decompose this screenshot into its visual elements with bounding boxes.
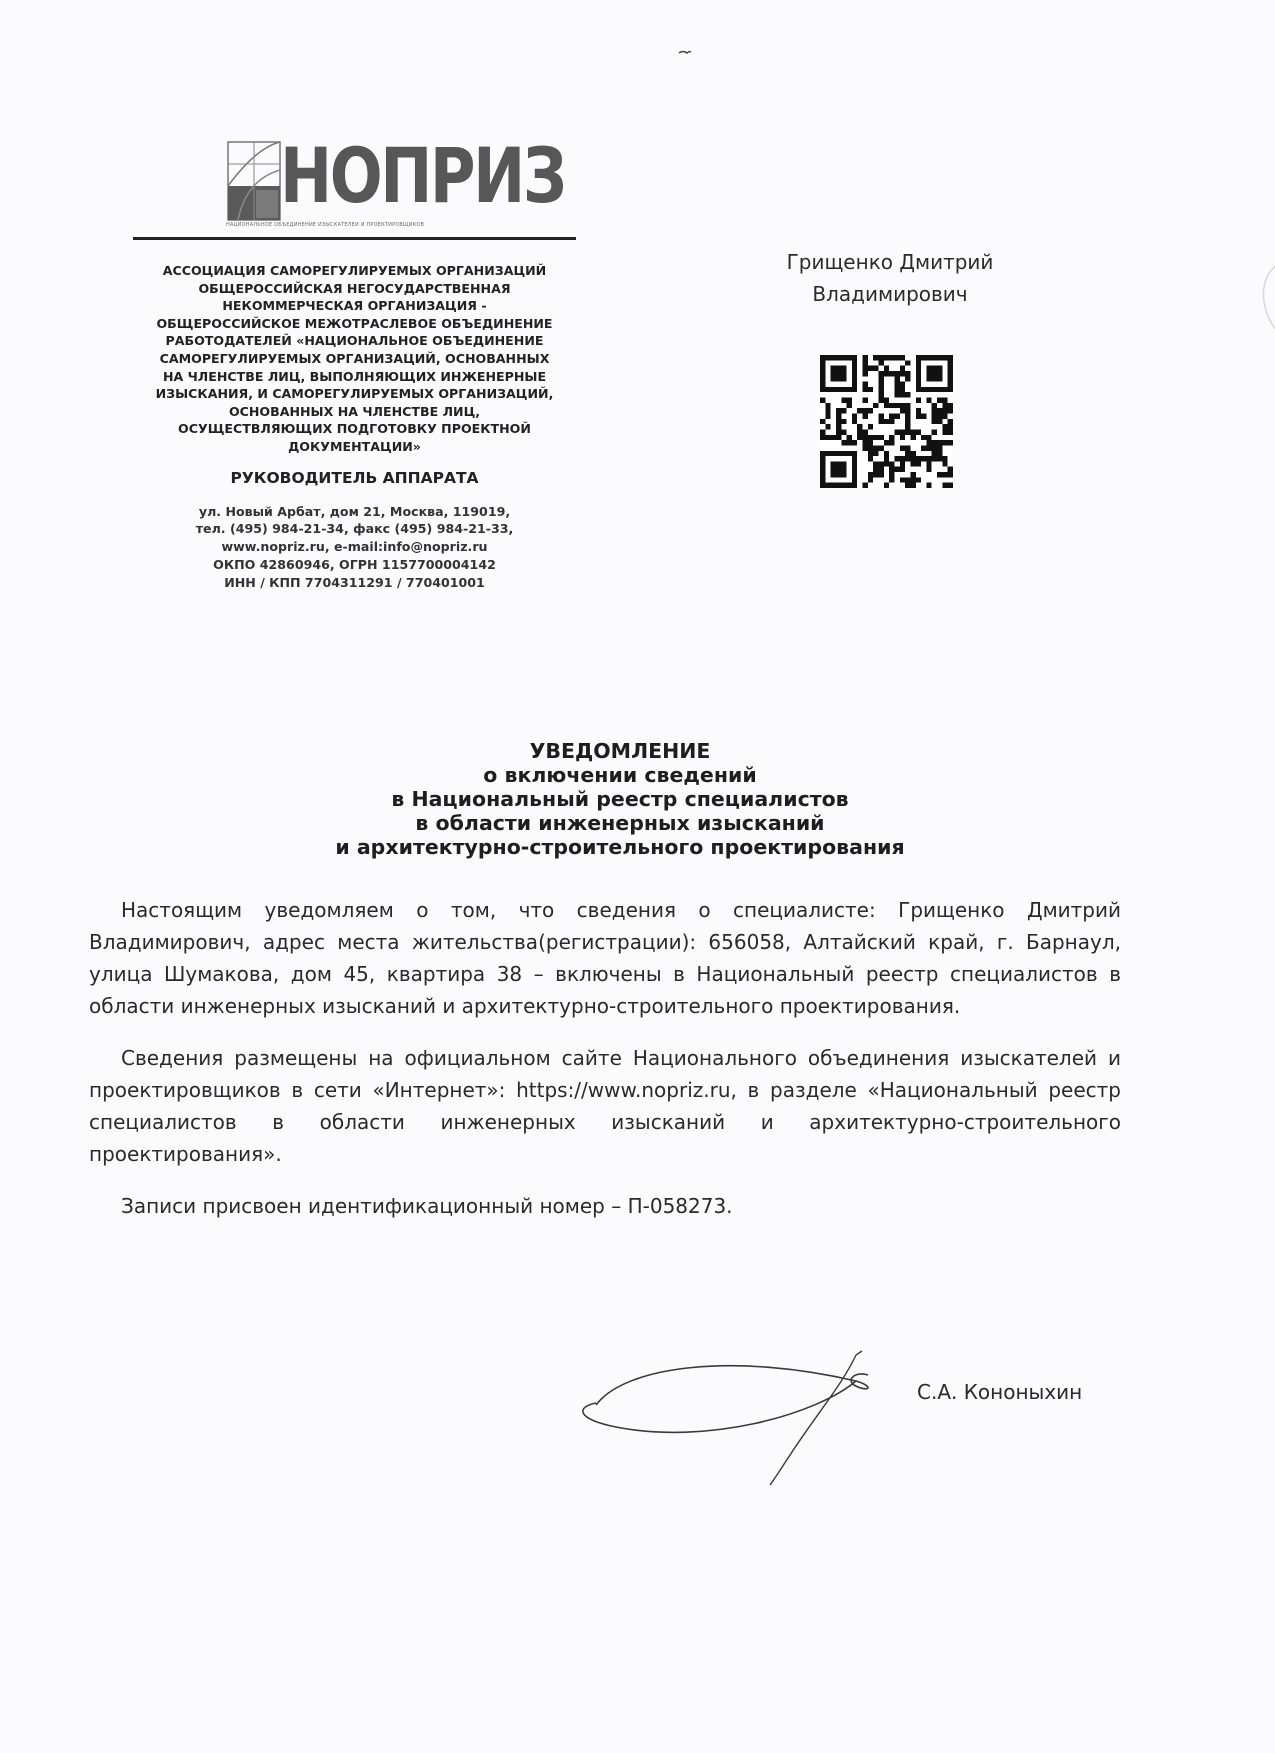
- org-name-line: ОСУЩЕСТВЛЯЮЩИХ ПОДГОТОВКУ ПРОЕКТНОЙ: [178, 421, 531, 437]
- recipient-patronymic-line: Владимирович: [812, 282, 968, 306]
- org-name-line: НА ЧЛЕНСТВЕ ЛИЦ, ВЫПОЛНЯЮЩИХ ИНЖЕНЕРНЫЕ: [162, 368, 547, 384]
- header-divider: [133, 237, 576, 240]
- nopriz-logo: [226, 131, 565, 230]
- body-paragraph: Настоящим уведомляем о том, что сведения о специалисте: Грищенко Дмитрий Владимирович, адрес места жительства(регистрации): 656058, Алтайский край, г. Барнаул, улица Шумакова, дом 45, квартира 38 – включены в Национальный реестр специалистов в области инженерных изысканий и архитектурно-строительного проектирования.: [89, 898, 1121, 1018]
- recipient-name-line: Грищенко Дмитрий: [786, 250, 994, 274]
- org-name-line: ОСНОВАННЫХ НА ЧЛЕНСТВЕ ЛИЦ,: [228, 403, 481, 419]
- org-name-line: АССОЦИАЦИЯ САМОРЕГУЛИРУЕМЫХ ОРГАНИЗАЦИЙ: [162, 263, 547, 278]
- title-line: и архитектурно-строительного проектирования: [335, 835, 905, 859]
- notice-body: [89, 894, 1121, 1242]
- contact-okpo: ОКПО 42860946, ОГРН 1157700004142: [213, 556, 496, 572]
- organization-name: [133, 262, 576, 456]
- organization-head-title: РУКОВОДИТЕЛЬ АППАРАТА: [230, 468, 479, 487]
- org-name-line: ДОКУМЕНТАЦИИ»: [288, 438, 421, 454]
- org-name-line: ИЗЫСКАНИЯ, И САМОРЕГУЛИРУЕМЫХ ОРГАНИЗАЦИЙ,: [155, 386, 554, 402]
- scan-speck-icon: [678, 50, 692, 56]
- org-name-line: НЕКОММЕРЧЕСКАЯ ОРГАНИЗАЦИЯ -: [222, 298, 487, 314]
- handwritten-signature-icon: [556, 1345, 876, 1495]
- contact-address: ул. Новый Арбат, дом 21, Москва, 119019,: [198, 503, 511, 519]
- contact-inn: ИНН / КПП 7704311291 / 770401001: [224, 574, 485, 590]
- recipient-block: [740, 246, 1040, 310]
- contact-web: www.nopriz.ru, e-mail:info@nopriz.ru: [221, 539, 488, 555]
- title-line: в области инженерных изысканий: [415, 811, 825, 835]
- organization-contacts: [133, 503, 576, 592]
- title-line: УВЕДОМЛЕНИЕ: [529, 739, 711, 763]
- qr-code-icon: [820, 355, 953, 488]
- body-paragraph-id-number: Записи присвоен идентификационный номер – П-058273.: [121, 1194, 733, 1218]
- title-line: в Национальный реестр специалистов: [391, 787, 849, 811]
- org-name-line: САМОРЕГУЛИРУЕМЫХ ОРГАНИЗАЦИЙ, ОСНОВАННЫХ: [159, 350, 550, 366]
- org-name-line: РАБОТОДАТЕЛЕЙ «НАЦИОНАЛЬНОЕ ОБЪЕДИНЕНИЕ: [165, 333, 544, 349]
- logo-tagline: НАЦИОНАЛЬНОЕ ОБЪЕДИНЕНИЕ ИЗЫСКАТЕЛЕЙ И ПРОЕКТИРОВЩИКОВ: [226, 222, 425, 228]
- notice-title: [200, 739, 1040, 859]
- logo-text: НОПРИЗ: [280, 131, 565, 220]
- contact-phone: тел. (495) 984-21-34, факс (495) 984-21-33,: [195, 521, 514, 537]
- body-paragraph: Сведения размещены на официальном сайте Национального объединения изыскателей и проектировщиков в сети «Интернет»: https://www.nopriz.ru, в разделе «Национальный реестр специалистов в области инженерных изысканий и архитектурно-строительного проектирования».: [89, 1046, 1121, 1166]
- signer-name: С.А. Кононыхин: [917, 1380, 1083, 1404]
- logo-mark-icon: [226, 140, 282, 222]
- title-line: о включении сведений: [483, 763, 757, 787]
- organization-block: [133, 262, 576, 592]
- paper-edge-mark-icon: [1245, 260, 1275, 340]
- org-name-line: ОБЩЕРОССИЙСКОЕ МЕЖОТРАСЛЕВОЕ ОБЪЕДИНЕНИЕ: [156, 315, 553, 331]
- org-name-line: ОБЩЕРОССИЙСКАЯ НЕГОСУДАРСТВЕННАЯ: [198, 280, 511, 296]
